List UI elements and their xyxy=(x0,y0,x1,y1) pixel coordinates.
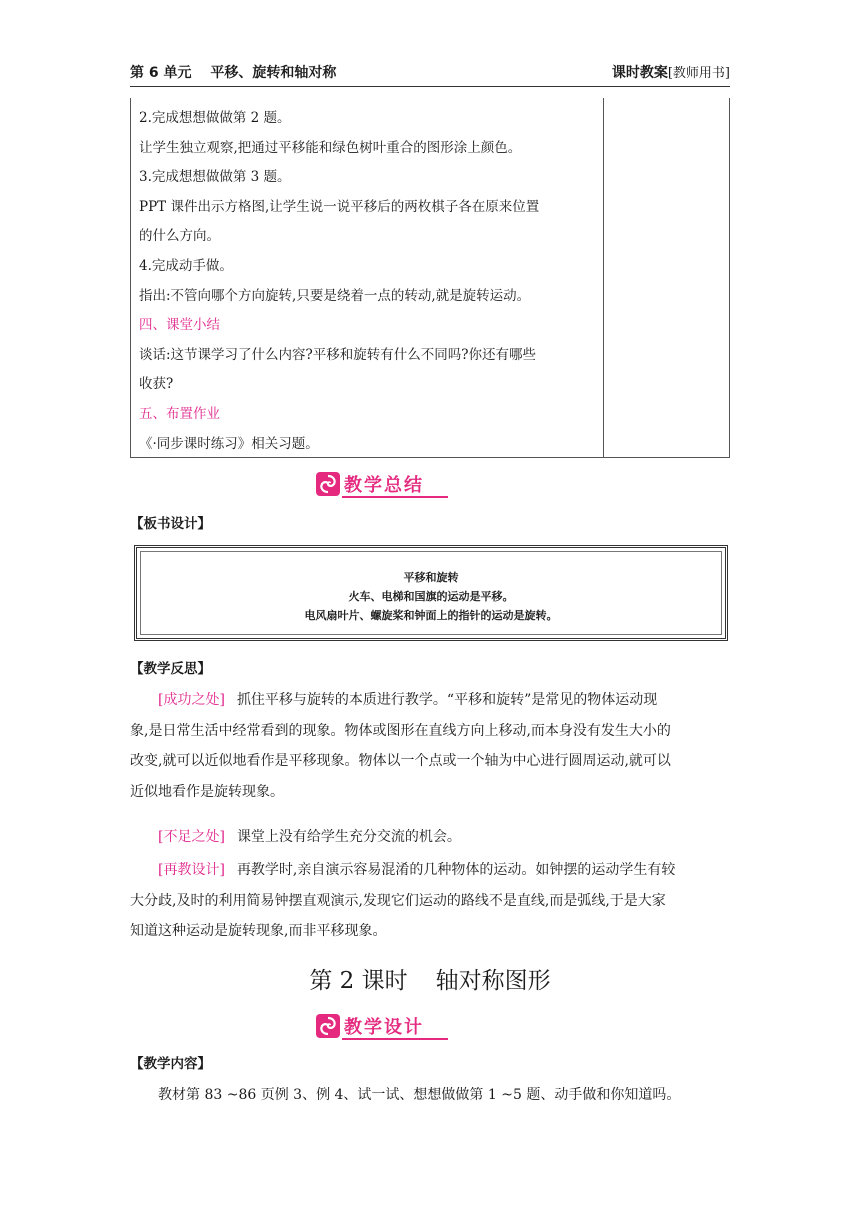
table-line: 让学生独立观察,把通过平移能和绿色树叶重合的图形涂上颜色。 xyxy=(139,139,522,156)
board-design-heading: 【板书设计】 xyxy=(130,516,211,532)
paragraph-line: 改变,就可以近似地看作是平移现象。物体以一个点或一个轴为中心进行圆周运动,就可以 xyxy=(130,753,671,769)
board-design-box xyxy=(134,545,728,641)
paragraph-line: 大分歧,及时的利用简易钟摆直观演示,发现它们运动的路线不是直线,而是弧线,于是大家 xyxy=(130,892,666,909)
table-line: 2.完成想想做做第 2 题。 xyxy=(139,110,291,126)
lesson-title xyxy=(0,962,860,995)
banner-label: 教学设计 xyxy=(344,1017,424,1038)
paragraph-line: 近似地看作是旋转现象。 xyxy=(130,783,284,800)
section-heading-homework: 五、布置作业 xyxy=(139,405,220,422)
banner-teaching-design xyxy=(314,1014,448,1040)
board-line: 电风扇叶片、螺旋桨和钟面上的指针的运动是旋转。 xyxy=(304,609,558,622)
table-line: 指出:不管向哪个方向旋转,只要是绕着一点的转动,就是旋转运动。 xyxy=(139,287,531,304)
redo-tag: [再教设计] xyxy=(158,862,225,878)
board-line: 火车、电梯和国旗的运动是平移。 xyxy=(348,590,514,603)
table-cell-steps xyxy=(139,104,594,459)
banner-underline xyxy=(342,496,448,498)
paragraph-line: 象,是日常生活中经常看到的现象。物体或图形在直线方向上移动,而本身没有发生大小的 xyxy=(130,722,671,739)
paragraph-line: 知道这种运动是旋转现象,而非平移现象。 xyxy=(130,923,387,939)
header-rule xyxy=(130,86,730,87)
lack-tag: [不足之处] xyxy=(158,829,225,845)
success-tag: [成功之处] xyxy=(158,692,225,708)
reflection-success xyxy=(130,685,730,807)
page-header xyxy=(130,58,730,82)
paragraph-line: 抓住平移与旋转的本质进行教学。“平移和旋转”是常见的物体运动现 xyxy=(236,692,658,708)
banner-label: 教学总结 xyxy=(344,475,424,496)
section-heading-summary: 四、课堂小结 xyxy=(139,317,220,334)
content-paragraph xyxy=(130,1080,730,1111)
book-name: 课时教案 xyxy=(611,65,668,81)
table-line: 收获? xyxy=(139,376,174,393)
book-title xyxy=(612,62,730,82)
book-subtitle: [教师用书] xyxy=(667,66,730,81)
unit-title: 第 6 单元 平移、旋转和轴对称 xyxy=(130,65,337,81)
reflection-redesign xyxy=(130,855,730,947)
banner-teaching-summary xyxy=(314,472,448,498)
swirl-icon xyxy=(316,1014,340,1038)
reflection-heading: 【教学反思】 xyxy=(130,661,211,677)
table-line: 4.完成动手做。 xyxy=(139,257,233,274)
table-line: 3.完成想想做做第 3 题。 xyxy=(139,169,291,186)
board-title: 平移和旋转 xyxy=(403,571,459,584)
table-line: 《·同步课时练习》相关习题。 xyxy=(139,435,319,452)
content-heading: 【教学内容】 xyxy=(130,1056,211,1072)
table-line: 谈话:这节课学习了什么内容?平移和旋转有什么不同吗?你还有哪些 xyxy=(139,346,537,363)
table-divider xyxy=(603,98,604,457)
table-line: PPT 课件出示方格图,让学生说一说平移后的两枚棋子各在原来位置 xyxy=(139,198,540,215)
reflection-lack xyxy=(130,822,730,853)
lesson-number: 第 2 课时 xyxy=(309,968,408,994)
lesson-name: 轴对称图形 xyxy=(435,968,551,994)
paragraph-line: 课堂上没有给学生充分交流的机会。 xyxy=(236,829,461,845)
paragraph-line: 再教学时,亲自演示容易混淆的几种物体的运动。如钟摆的运动学生有较 xyxy=(236,862,676,878)
swirl-icon xyxy=(316,472,340,496)
lesson-table xyxy=(130,98,730,458)
banner-underline xyxy=(342,1038,448,1040)
paragraph-line: 教材第 83 ~86 页例 3、例 4、试一试、想想做做第 1 ~5 题、动手做和你知道吗。 xyxy=(158,1087,681,1103)
table-line: 的什么方向。 xyxy=(139,228,220,245)
